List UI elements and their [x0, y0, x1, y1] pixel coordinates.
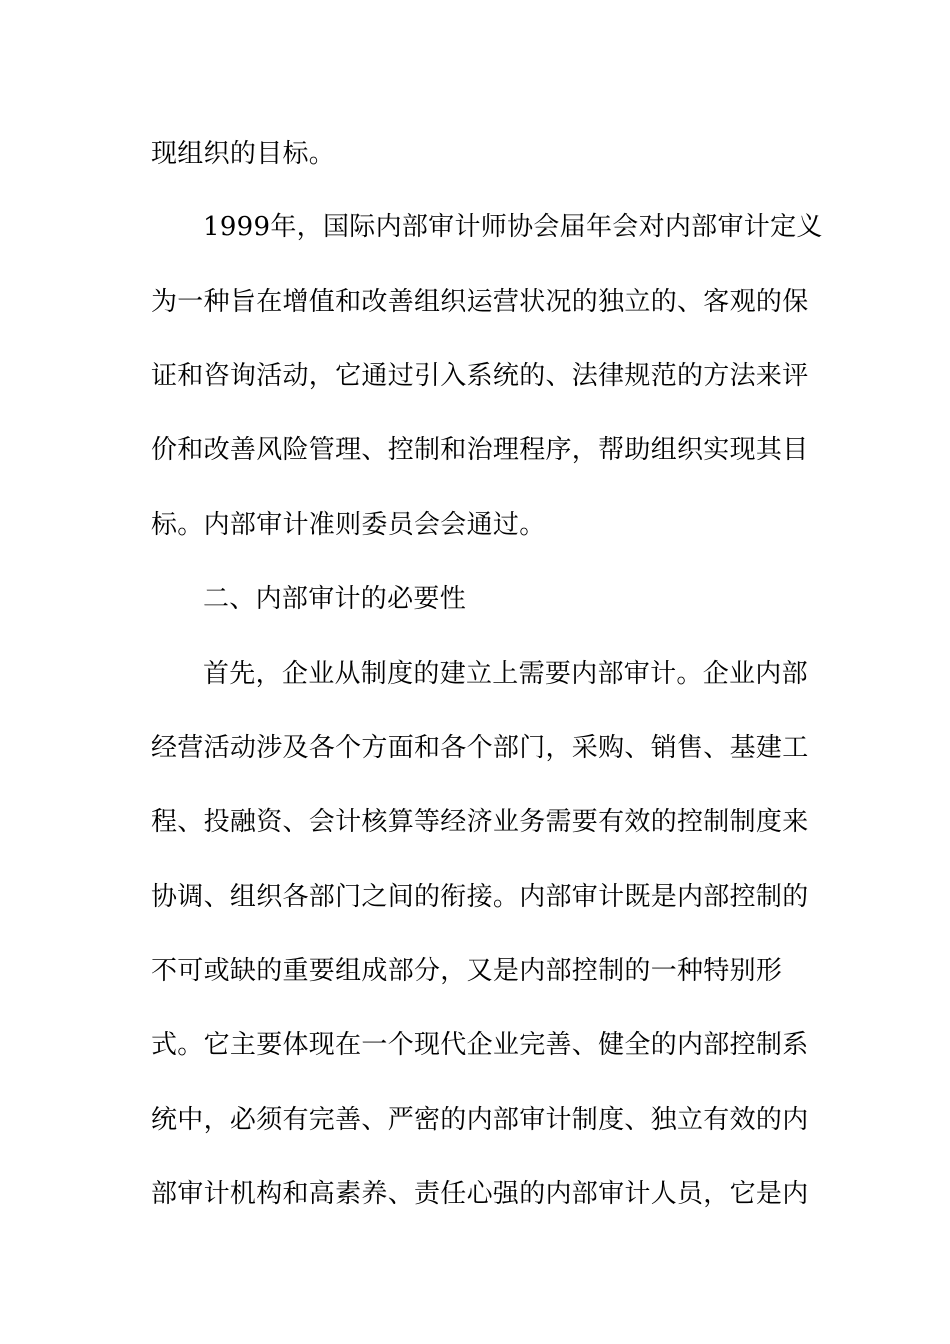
text-line: 不可或缺的重要组成部分，又是内部控制的一种特别形	[151, 956, 783, 986]
text-line: 统中，必须有完善、严密的内部审计制度、独立有效的内	[151, 1105, 809, 1135]
text-line: 协调、组织各部门之间的衔接。内部审计既是内部控制的	[151, 882, 809, 912]
text-line: 标。内部审计准则委员会会通过。	[151, 510, 546, 540]
text-line: 价和改善风险管理、控制和治理程序，帮助组织实现其目	[151, 435, 809, 465]
text-line: 证和咨询活动，它通过引入系统的、法律规范的方法来评	[151, 361, 809, 391]
text-line: 程、投融资、会计核算等经济业务需要有效的控制制度来	[151, 807, 809, 837]
text-line: 部审计机构和高素养、责任心强的内部审计人员，它是内	[151, 1179, 809, 1209]
text-line: 1999年，国际内部审计师协会届年会对内部审计定义	[203, 212, 823, 242]
text-line: 首先，企业从制度的建立上需要内部审计。企业内部	[203, 659, 808, 689]
text-line: 式。它主要体现在一个现代企业完善、健全的内部控制系	[151, 1030, 809, 1060]
text-line: 为一种旨在增值和改善组织运营状况的独立的、客观的保	[151, 287, 809, 317]
text-line: 经营活动涉及各个方面和各个部门，采购、销售、基建工	[151, 733, 809, 763]
text-line: 现组织的目标。	[151, 139, 336, 169]
section-heading: 二、内部审计的必要性	[203, 584, 467, 614]
